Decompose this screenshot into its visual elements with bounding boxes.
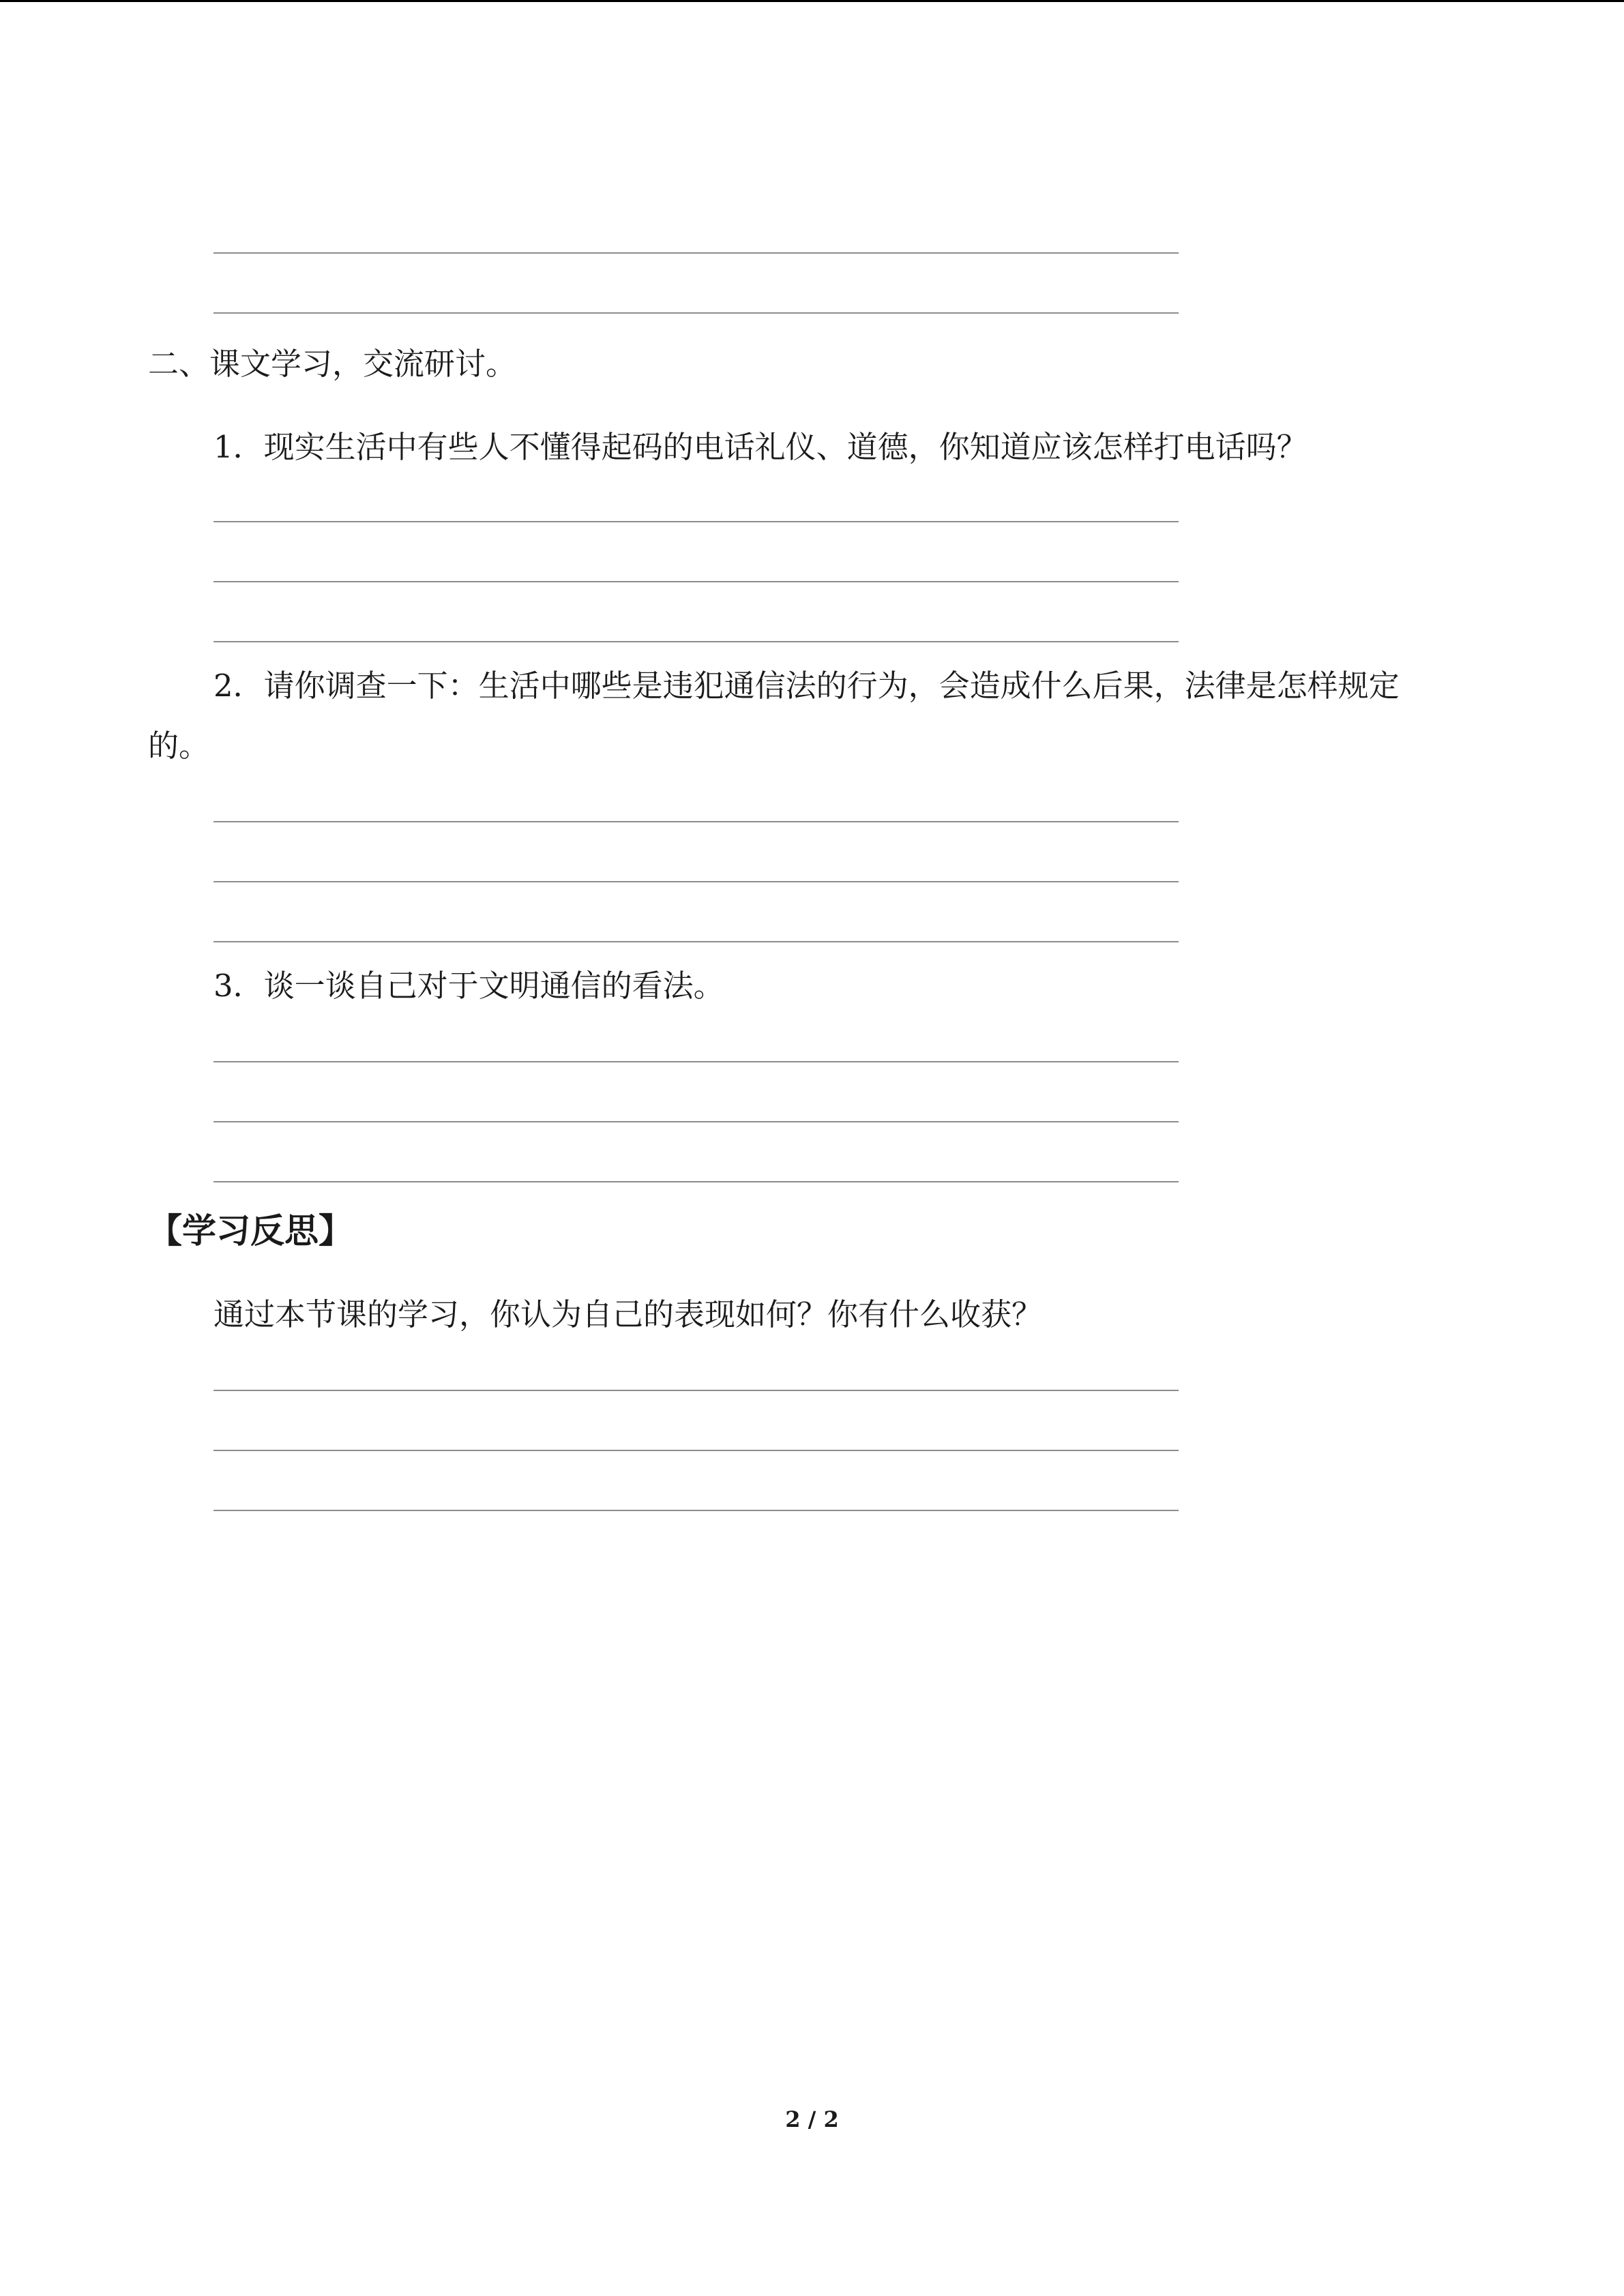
answer-line <box>213 941 1179 942</box>
answer-line <box>213 1450 1179 1451</box>
section-title: 二、课文学习，交流研讨。 <box>148 346 517 382</box>
page-number: 2 / 2 <box>785 2106 839 2132</box>
answer-line <box>213 581 1179 582</box>
reflection-prompt: 通过本节课的学习，你认为自己的表现如何？你有什么收获？ <box>213 1296 1043 1332</box>
answer-line <box>213 641 1179 642</box>
reflection-heading: 【学习反思】 <box>148 1211 353 1251</box>
answer-line <box>213 312 1179 314</box>
answer-line <box>213 881 1179 882</box>
answer-line <box>213 521 1179 522</box>
answer-line <box>213 1121 1179 1122</box>
answer-line <box>213 1061 1179 1062</box>
question-2-continuation: 的。 <box>148 728 210 764</box>
answer-line <box>213 1390 1179 1391</box>
answer-line <box>213 252 1179 254</box>
answer-line <box>213 1510 1179 1511</box>
question-2: 2．请你调查一下：生活中哪些是违犯通信法的行为，会造成什么后果，法律是怎样规定 <box>213 668 1400 704</box>
question-1: 1．现实生活中有些人不懂得起码的电话礼仪、道德，你知道应该怎样打电话吗？ <box>213 429 1308 465</box>
answer-line <box>213 1181 1179 1182</box>
answer-line <box>213 821 1179 822</box>
question-3: 3．谈一谈自己对于文明通信的看法。 <box>213 968 724 1004</box>
